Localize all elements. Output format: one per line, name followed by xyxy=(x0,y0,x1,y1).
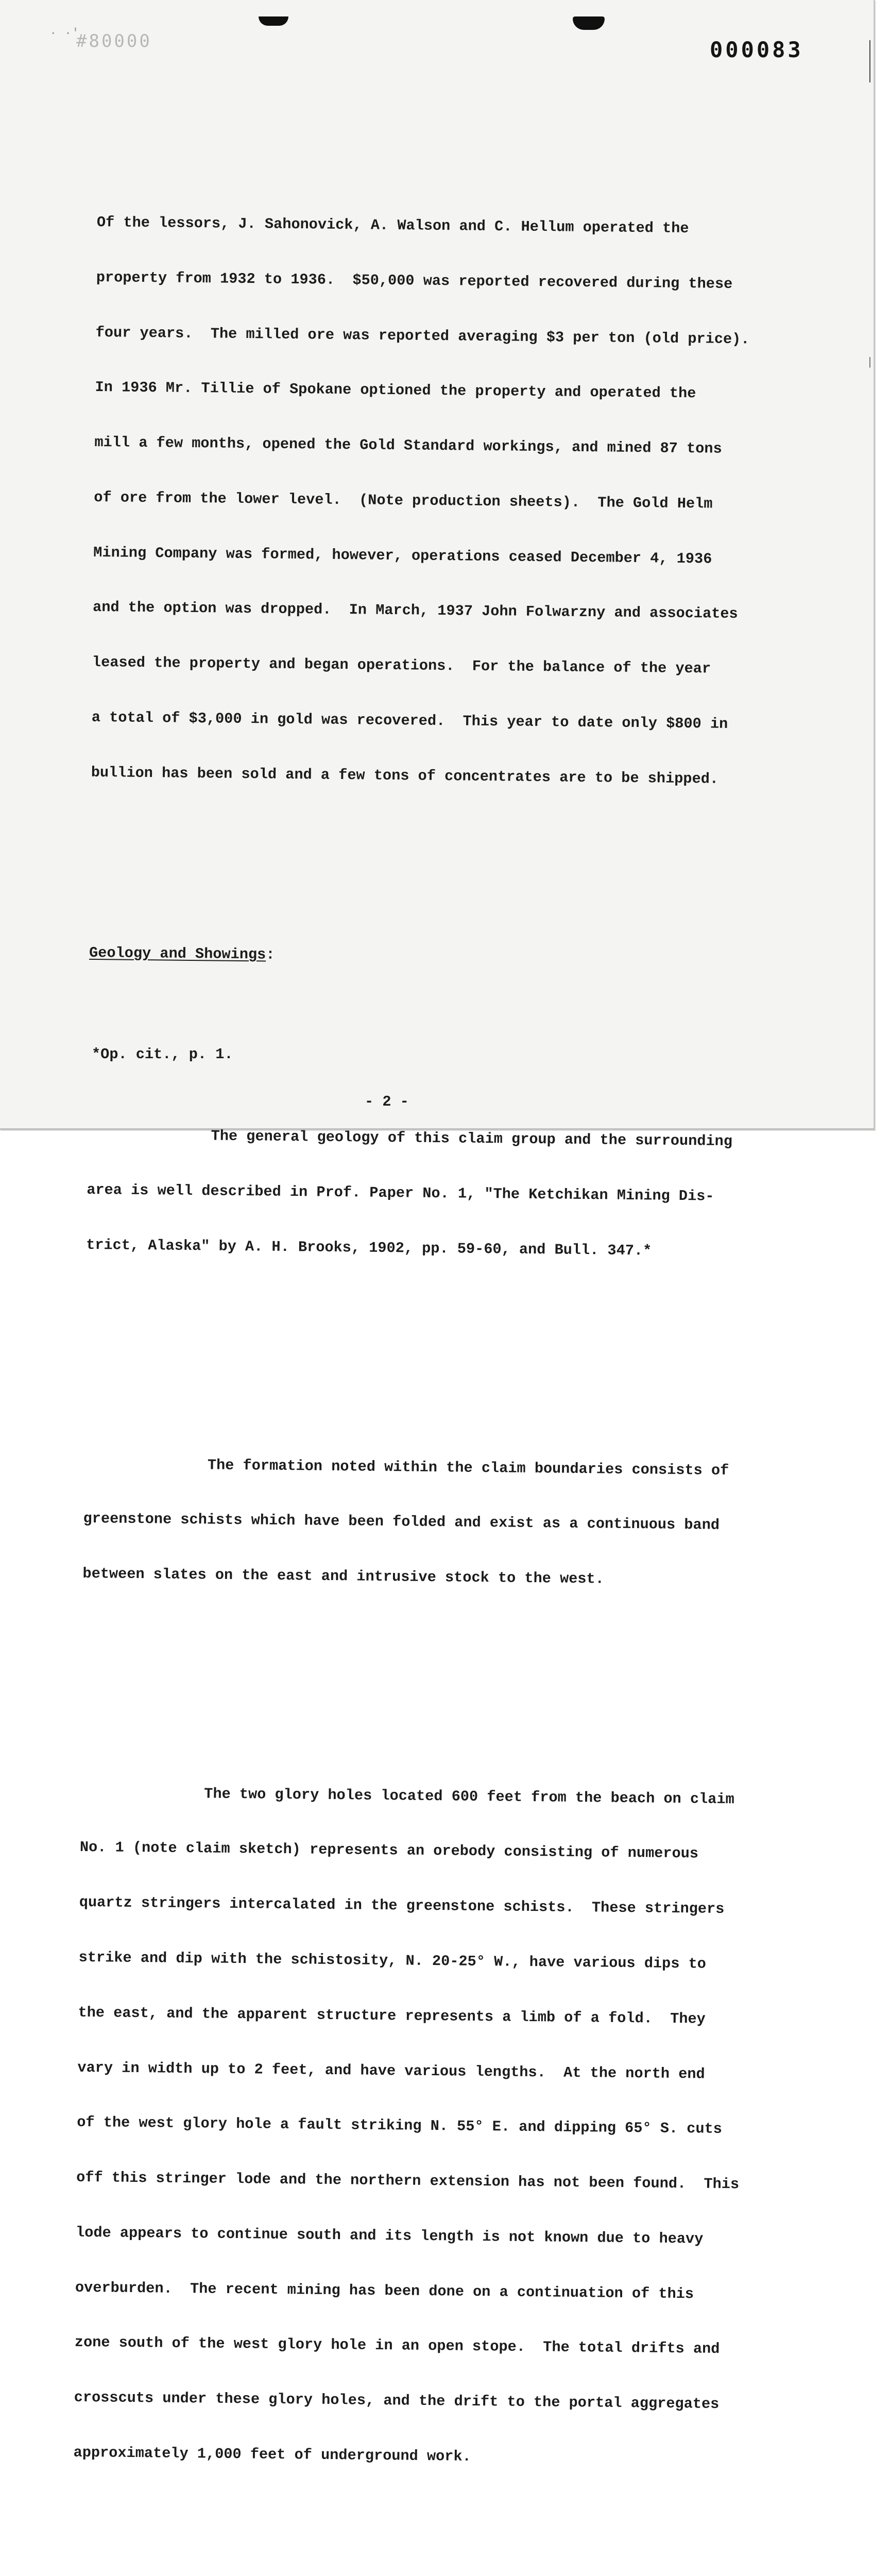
text-line: of the west glory hole a fault striking N. 55° E. and dipping 65° S. cuts xyxy=(77,2114,723,2138)
text-line: quartz stringers intercalated in the greenstone schists. These stringers xyxy=(79,1894,725,1918)
text-line: mill a few months, opened the Gold Standard workings, and mined 87 tons xyxy=(94,434,722,457)
text-line: strike and dip with the schistosity, N. 20-25° W., have various dips to xyxy=(78,1948,707,1973)
text-line: Mining Company was formed, however, operations ceased December 4, 1936 xyxy=(93,544,712,568)
binding-hole-left xyxy=(259,16,288,26)
text-line: and the option was dropped. In March, 1937 John Folwarzny and associates xyxy=(92,599,738,623)
text-line: overburden. The recent mining has been done on a continuation of this xyxy=(75,2279,694,2303)
text-line: a total of $3,000 in gold was recovered. This year to date only $800 in xyxy=(91,708,728,733)
text-line: area is well described in Prof. Paper No. 1, "The Ketchikan Mining Dis- xyxy=(87,1181,714,1205)
document-body xyxy=(63,122,803,2576)
footnote: *Op. cit., p. 1. xyxy=(92,1046,233,1063)
text-line: The two glory holes located 600 feet from the beach on claim xyxy=(80,1784,734,1808)
text-line: The formation noted within the claim boundaries consists of xyxy=(83,1455,729,1479)
scan-edge-line xyxy=(869,40,870,1096)
text-line: off this stringer lode and the northern extension has not been found. This xyxy=(76,2168,740,2193)
text-line: The general geology of this claim group and the surrounding xyxy=(87,1126,733,1150)
text-line: crosscuts under these glory holes, and the drift to the portal aggregates xyxy=(74,2389,720,2413)
text-line: approximately 1,000 feet of underground work. xyxy=(73,2444,471,2465)
text-line: lode appears to continue south and its length is not known due to heavy xyxy=(75,2224,704,2248)
binding-hole-right xyxy=(573,16,605,30)
text-line: of ore from the lower level. (Note production sheets). The Gold Helm xyxy=(94,488,713,513)
text-line: four years. The milled ore was reported averaging $3 per ton (old price). xyxy=(95,324,750,348)
text-line: the east, and the apparent structure represents a limb of a fold. They xyxy=(78,2004,706,2028)
text-line: zone south of the west glory hole in an open stope. The total drifts and xyxy=(74,2334,720,2358)
paragraph-formation xyxy=(82,1418,790,1627)
text-line: In 1936 Mr. Tillie of Spokane optioned the property and operated the xyxy=(95,379,696,402)
page-number-stamp: 000083 xyxy=(710,37,803,62)
stray-marks: · ·′ xyxy=(49,27,79,41)
text-line: leased the property and began operations. For the balance of the year xyxy=(92,654,711,677)
paragraph-history xyxy=(91,177,803,826)
section-heading-text: Geology and Showings xyxy=(89,944,266,963)
text-line: property from 1932 to 1936. $50,000 was reported recovered during these xyxy=(96,268,733,293)
text-line: Of the lessors, J. Sahonovick, A. Walson and C. Hellum operated the xyxy=(96,213,689,237)
text-line: bullion has been sold and a few tons of concentrates are to be shipped. xyxy=(91,764,719,788)
paragraph-general-geology xyxy=(85,1089,793,1298)
page-footer-number: - 2 - xyxy=(365,1093,409,1110)
faint-page-stamp: #80000 xyxy=(76,31,152,52)
text-line: between slates on the east and intrusive stock to the west. xyxy=(82,1565,604,1588)
text-line: greenstone schists which have been folded and exist as a continuous band xyxy=(83,1510,720,1534)
text-line: No. 1 (note claim sketch) represents an orebody consisting of numerous xyxy=(79,1839,699,1862)
section-heading-colon: : xyxy=(266,946,275,963)
text-line: trict, Alaska" by A. H. Brooks, 1902, pp. 59-60, and Bull. 347.* xyxy=(85,1236,652,1260)
paragraph-glory-holes xyxy=(73,1747,786,2506)
section-heading xyxy=(89,944,795,970)
text-line: vary in width up to 2 feet, and have various lengths. At the north end xyxy=(77,2059,705,2083)
